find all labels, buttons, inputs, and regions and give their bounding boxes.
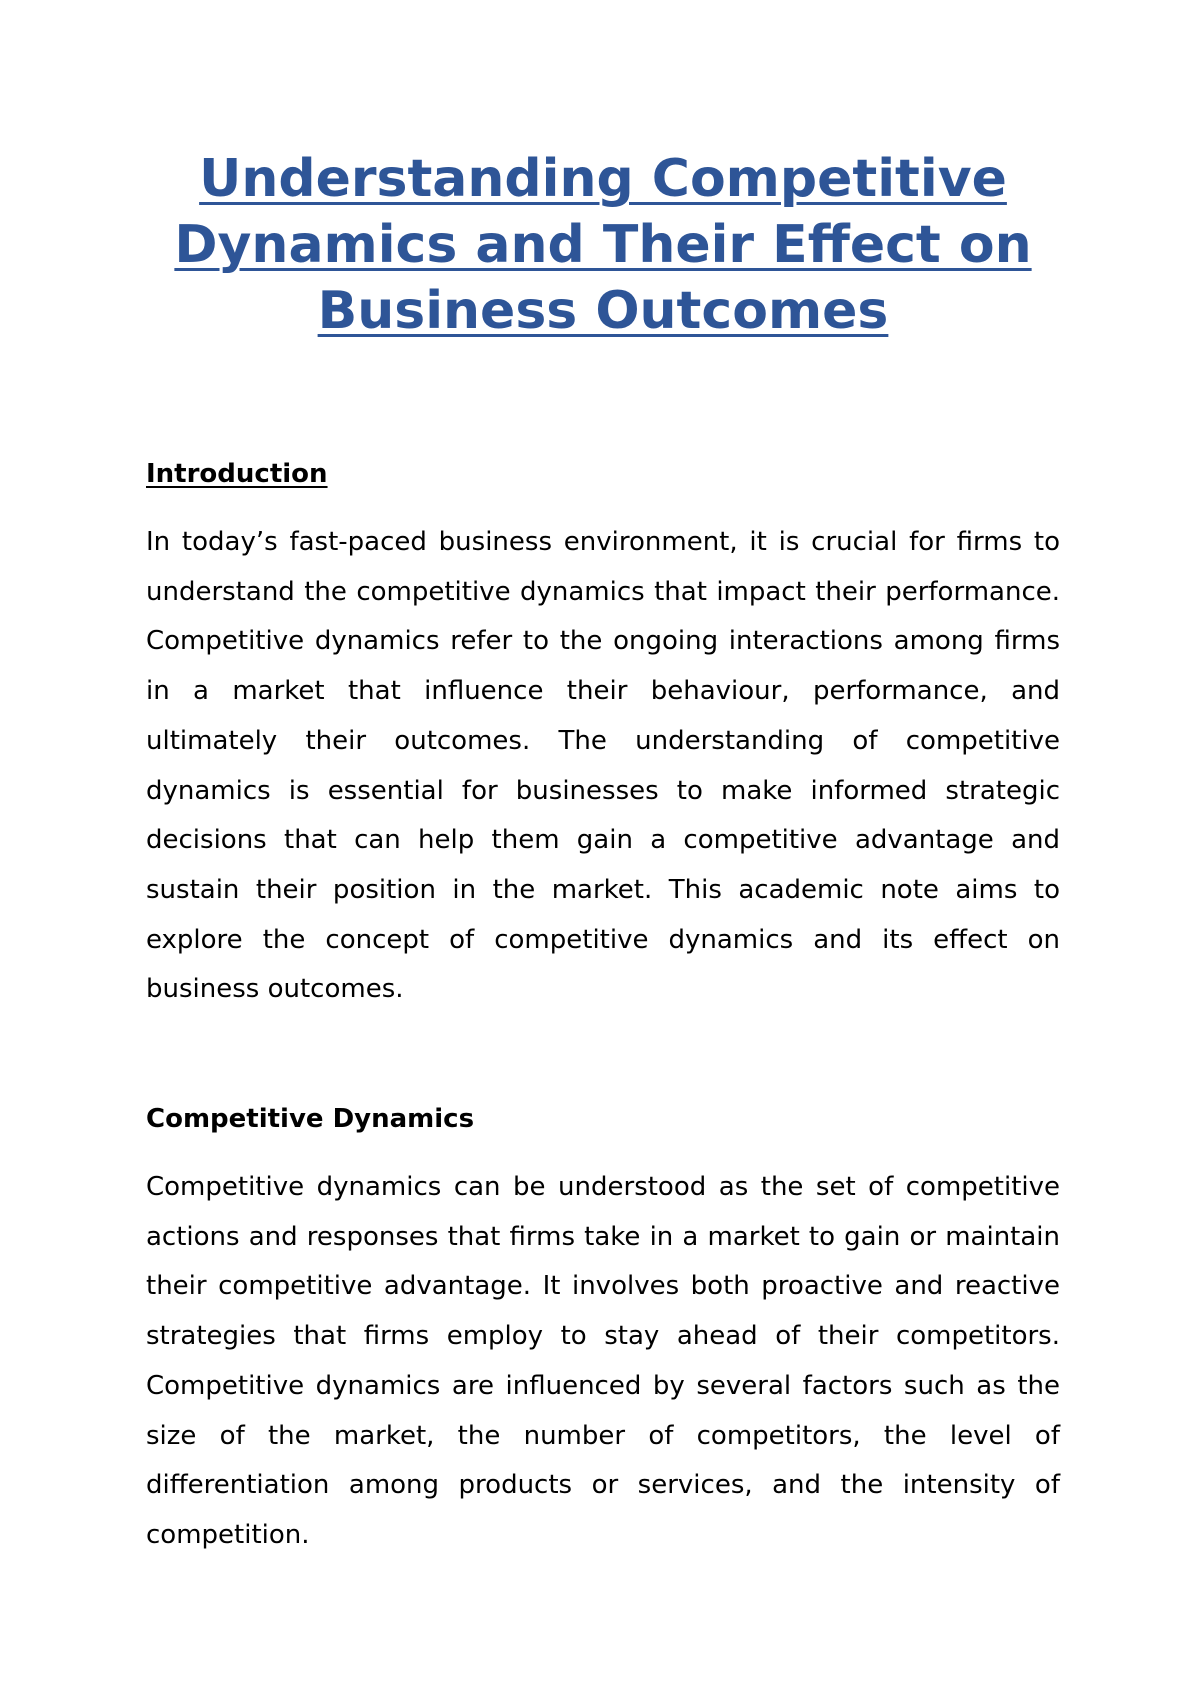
- section-body-competitive-dynamics: Competitive dynamics can be understood as the set of competitive actions and responses that firms take in a market to gain or maintain their competitive advantage. It involves both proactive and reactive strategies that firms employ to stay ahead of their competitors. Competitive dynamics are influenced by several factors such as the size of the market, the number of competitors, the level of differentiation among products or services, and the intensity of competition.: [146, 1172, 1060, 1550]
- section-heading-introduction: Introduction: [146, 459, 328, 489]
- section-body-introduction: In today’s fast-paced business environment, it is crucial for firms to understand the competitive dynamics that impact their performance. Competitive dynamics refer to the ongoing interactions among firms in a market that influence their behaviour, performance, and ultimately their outcomes. The understanding of competitive dynamics is essential for businesses to make informed strategic decisions that can help them gain a competitive advantage and sustain their position in the market. This academic note aims to explore the concept of competitive dynamics and its effect on business outcomes.: [146, 527, 1060, 1005]
- document-title: Understanding Competitive Dynamics and Their Effect on Business Outcomes: [174, 149, 1032, 341]
- section-heading-competitive-dynamics: Competitive Dynamics: [146, 1104, 475, 1134]
